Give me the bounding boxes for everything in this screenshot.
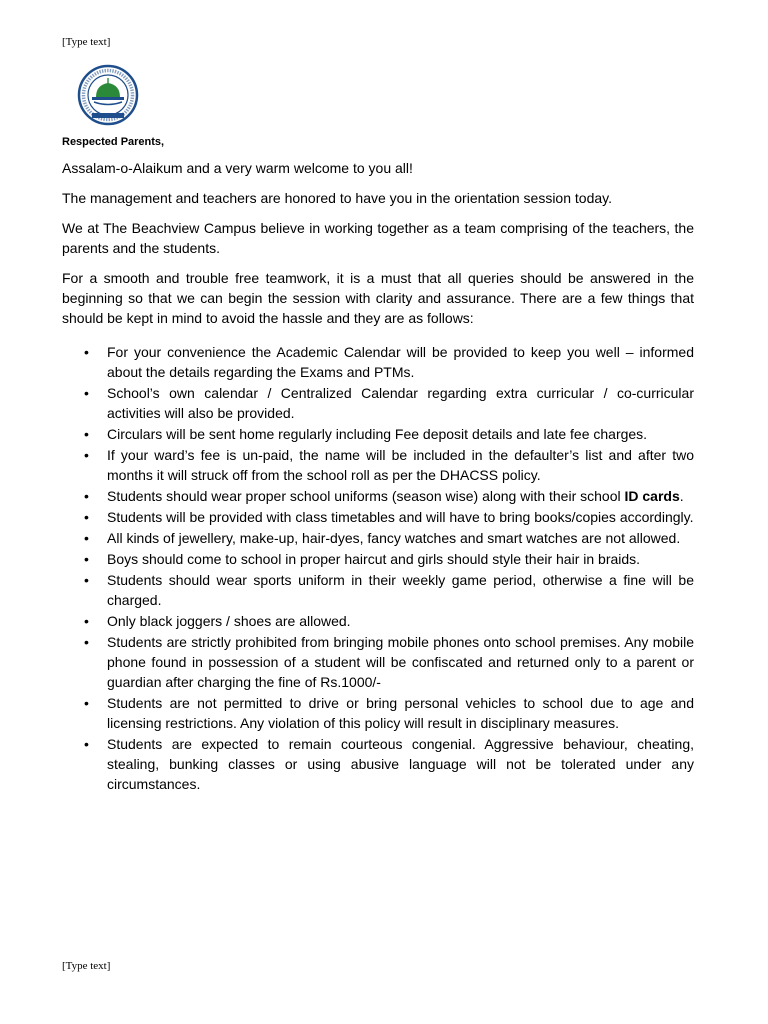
list-item: • For your convenience the Academic Calendar will be provided to keep you well – informed about the details regarding the Exams and PTMs.: [62, 342, 694, 382]
list-item: • All kinds of jewellery, make-up, hair-dyes, fancy watches and smart watches are not allowed.: [62, 528, 694, 548]
school-logo: [72, 63, 144, 127]
list-item: • Students should wear sports uniform in their weekly game period, otherwise a fine will be charged.: [62, 570, 694, 610]
list-item: • Students are strictly prohibited from bringing mobile phones onto school premises. Any mobile phone found in possession of a student will be confiscated and returned only to a parent or guardian after charging the fine of Rs.1000/-: [62, 632, 694, 692]
list-item: • Students should wear proper school uniforms (season wise) along with their school ID cards.: [62, 486, 694, 506]
list-item: • Students are not permitted to drive or bring personal vehicles to school due to age and licensing restrictions. Any violation of this policy will result in disciplinary measures.: [62, 693, 694, 733]
paragraph-teamwork: We at The Beachview Campus believe in working together as a team comprising of the teachers, the parents and the students.: [62, 220, 694, 256]
id-cards-emphasis: ID cards: [624, 488, 680, 504]
paragraph-queries: For a smooth and trouble free teamwork, it is a must that all queries should be answered in the beginning so that we can begin the session with clarity and assurance. There are a few things that should be kept in mind to avoid the hassle and they are as follows:: [62, 270, 694, 326]
list-item: • Only black joggers / shoes are allowed.: [62, 611, 694, 631]
page-footer: [Type text]: [62, 960, 111, 972]
list-item: • Students are expected to remain courteous congenial. Aggressive behaviour, cheating, stealing, bunking classes or using abusive language will not be tolerated under any circumstances.: [62, 734, 694, 794]
letter-body: [62, 132, 694, 795]
salutation: Respected Parents,: [62, 136, 165, 148]
paragraph-welcome: Assalam-o-Alaikum and a very warm welcome to you all!: [62, 160, 413, 176]
page-header: [Type text]: [62, 36, 111, 48]
list-item: • If your ward’s fee is un-paid, the name will be included in the defaulter’s list and after two months it will struck off from the school roll as per the DHACSS policy.: [62, 445, 694, 485]
list-item: • Students will be provided with class timetables and will have to bring books/copies accordingly.: [62, 507, 694, 527]
paragraph-honored: The management and teachers are honored to have you in the orientation session today.: [62, 190, 612, 206]
list-item: • School’s own calendar / Centralized Calendar regarding extra curricular / co-curricular activities will also be provided.: [62, 383, 694, 423]
rules-list: [62, 342, 694, 794]
list-item: • Circulars will be sent home regularly including Fee deposit details and late fee charges.: [62, 424, 694, 444]
list-item: • Boys should come to school in proper haircut and girls should style their hair in braids.: [62, 549, 694, 569]
